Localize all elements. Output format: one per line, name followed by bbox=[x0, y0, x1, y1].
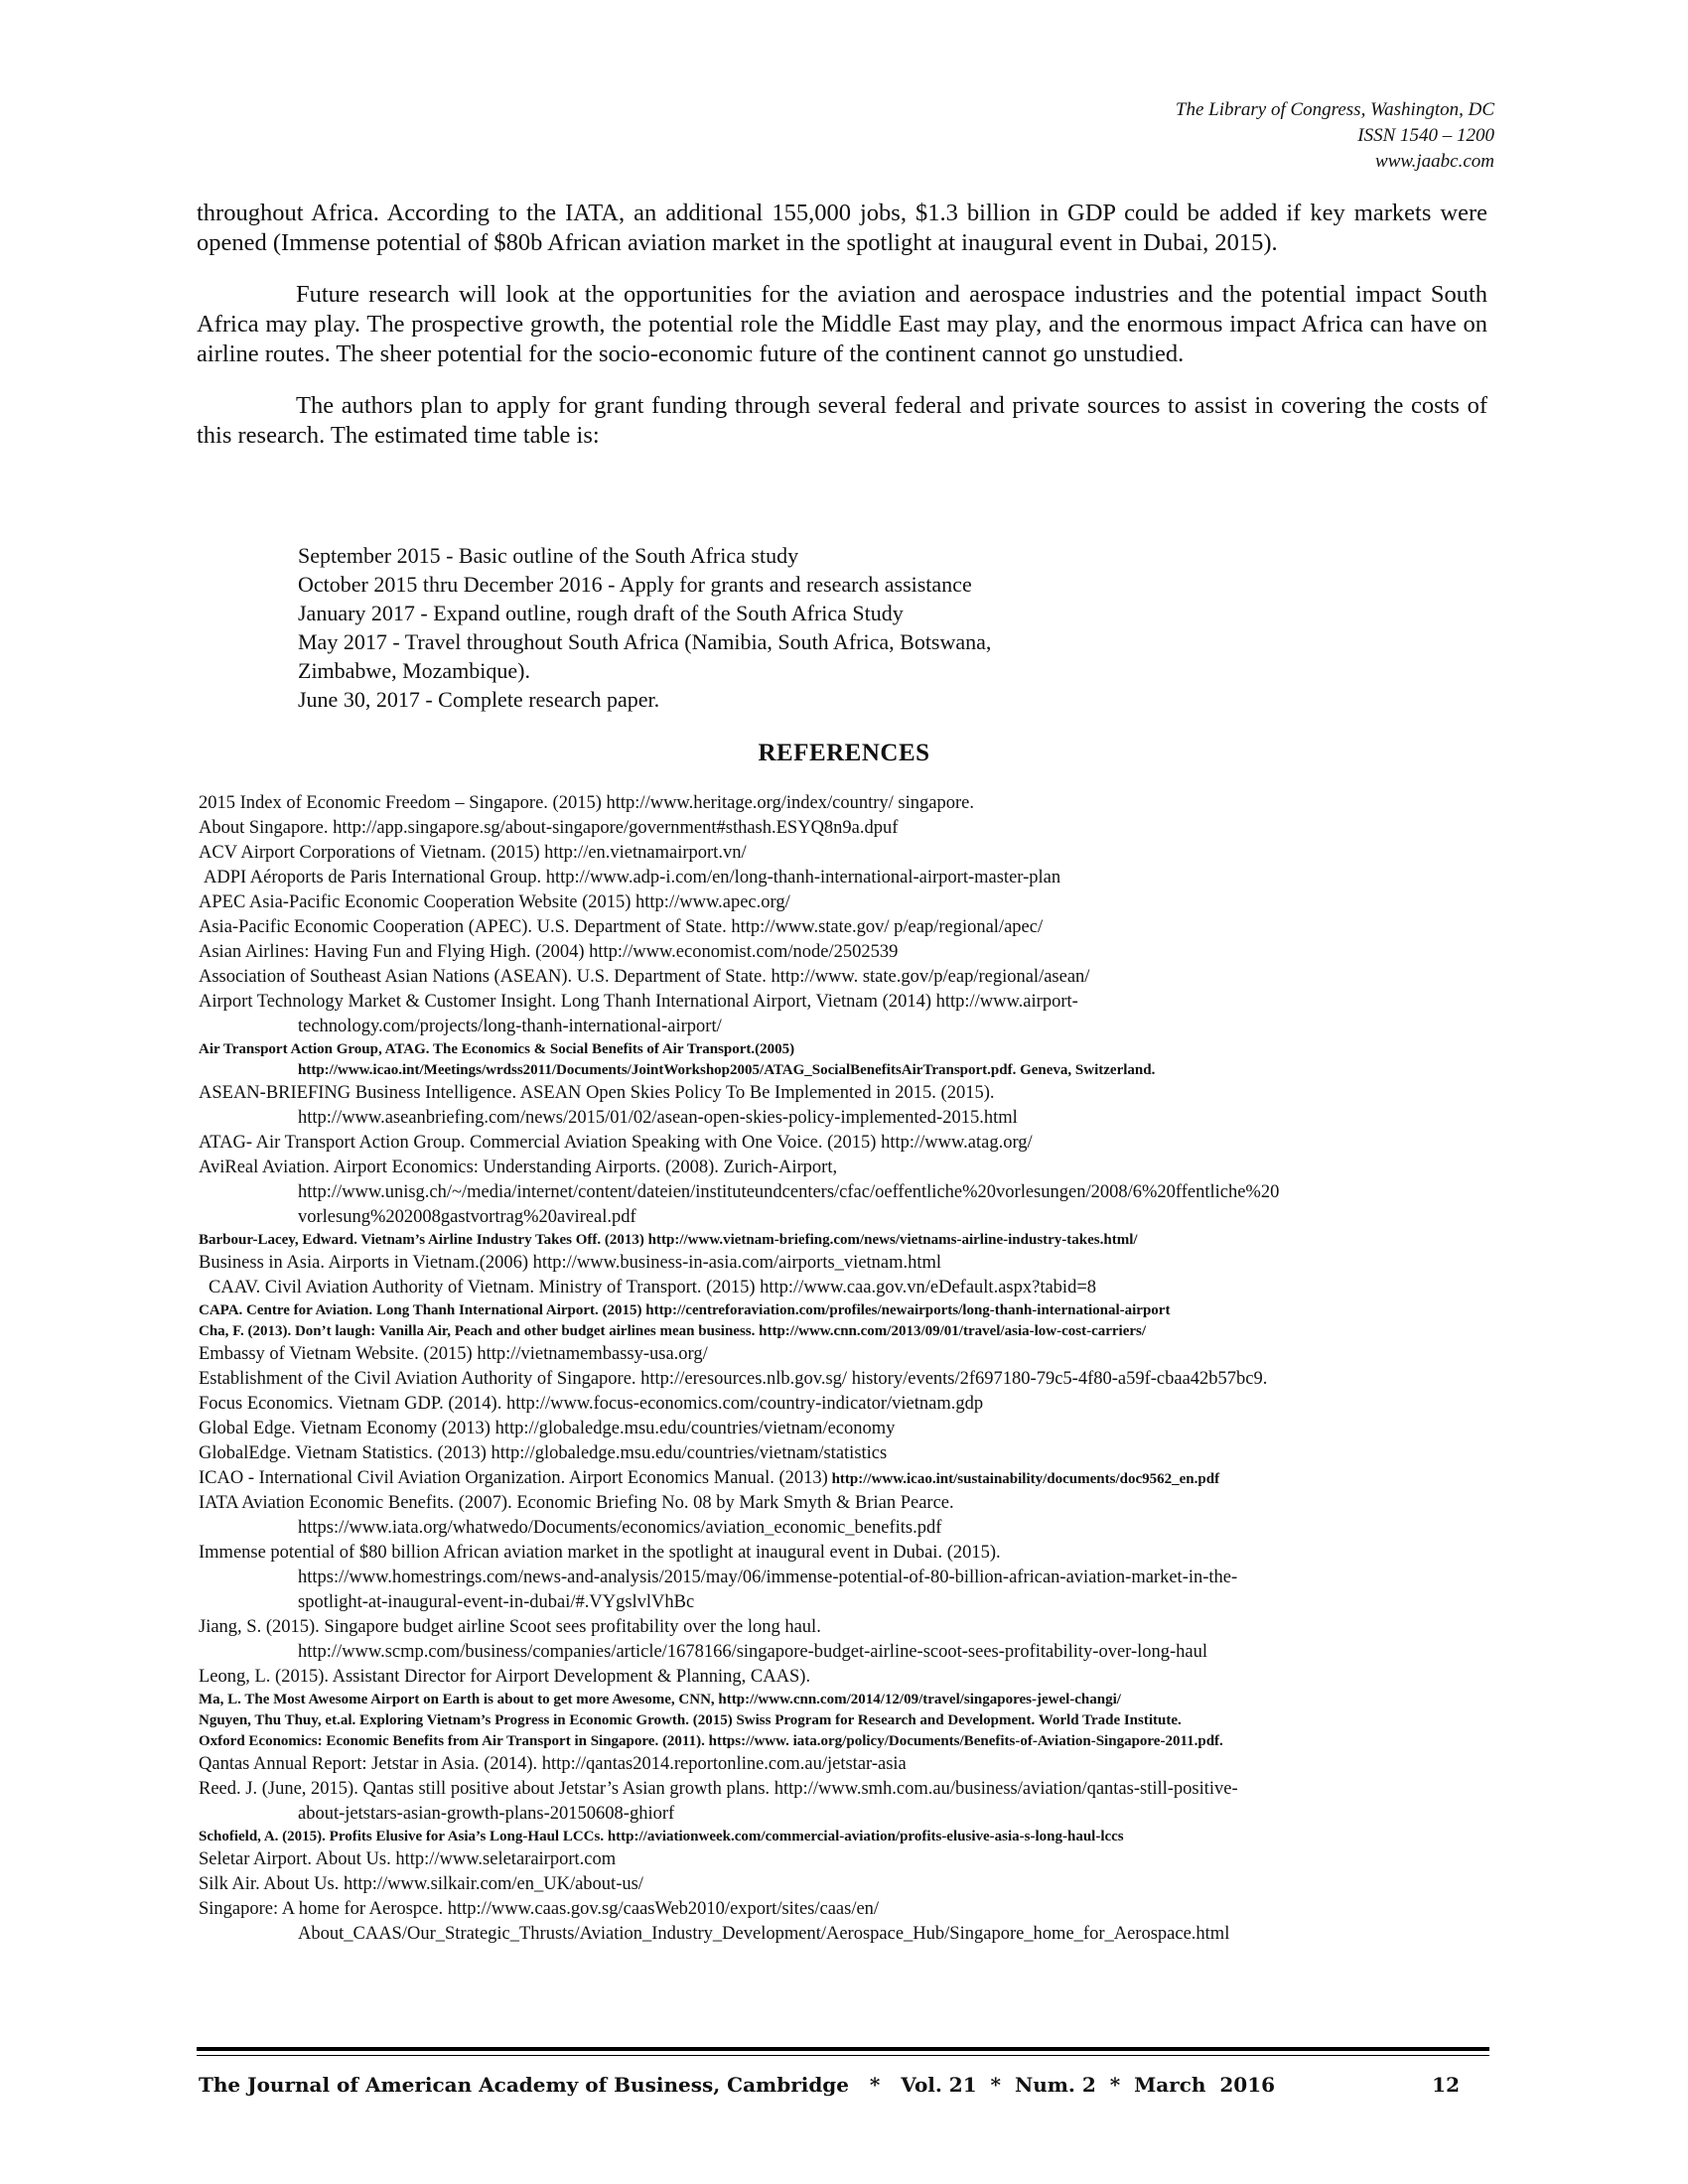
reference-url-small: http://www.icao.int/sustainability/documents/doc9562_en.pdf bbox=[827, 1471, 1220, 1487]
reference-continuation: About_CAAS/Our_Strategic_Thrusts/Aviation_Industry_Development/Aerospace_Hub/Singapore_home_for_Aerospace.html bbox=[298, 1924, 1230, 1944]
reference-text: Cha, F. (2013). Don’t laugh: Vanilla Air, Peach and other budget airlines mean business. http://www.cnn.com/2013/09/01/travel/asia-low-cost-carriers/ bbox=[199, 1323, 1147, 1339]
reference-text: Ma, L. The Most Awesome Airport on Earth is about to get more Awesome, CNN, http://www.cnn.com/2014/12/09/travel/singapores-jewel-changi/ bbox=[199, 1692, 1121, 1707]
reference-text: Asia-Pacific Economic Cooperation (APEC). U.S. Department of State. http://www.state.gov/ p/eap/regional/apec/ bbox=[199, 917, 1044, 937]
reference-text: ASEAN-BRIEFING Business Intelligence. ASEAN Open Skies Policy To Be Implemented in 2015. (2015). bbox=[199, 1083, 995, 1103]
reference-text: 2015 Index of Economic Freedom – Singapore. (2015) http://www.heritage.org/index/country/ singapore. bbox=[199, 793, 974, 813]
reference-text: ATAG- Air Transport Action Group. Commercial Aviation Speaking with One Voice. (2015) http://www.atag.org/ bbox=[199, 1133, 1033, 1153]
reference-text: Reed. J. (June, 2015). Qantas still positive about Jetstar’s Asian growth plans. http://www.smh.com.au/business/aviation/qantas-still-positive- bbox=[199, 1779, 1238, 1799]
reference-text: Embassy of Vietnam Website. (2015) http://vietnamembassy-usa.org/ bbox=[199, 1344, 708, 1364]
timetable-line: January 2017 - Expand outline, rough draft of the South Africa Study bbox=[298, 601, 904, 625]
reference-continuation: https://www.homestrings.com/news-and-analysis/2015/may/06/immense-potential-of-80-billion-african-aviation-market-in-the- bbox=[298, 1568, 1238, 1587]
paragraph: throughout Africa. According to the IATA, an additional 155,000 jobs, $1.3 billion in GDP could be added if key markets were opened (Immense potential of $80b African aviation market in the spotlight at inaugural event in Dubai, 2015). bbox=[197, 200, 1487, 256]
reference-entry bbox=[199, 791, 1499, 816]
reference-entry bbox=[199, 866, 1499, 890]
reference-entry bbox=[199, 940, 1499, 965]
timetable-line: October 2015 thru December 2016 - Apply for grants and research assistance bbox=[298, 572, 972, 597]
reference-text: Jiang, S. (2015). Singapore budget airline Scoot sees profitability over the long haul. bbox=[199, 1617, 821, 1637]
reference-entry bbox=[199, 1615, 1499, 1665]
reference-entry bbox=[199, 1392, 1499, 1417]
reference-entry bbox=[199, 1417, 1499, 1441]
header-line-1: The Library of Congress, Washington, DC bbox=[1175, 99, 1494, 120]
reference-entry bbox=[199, 1367, 1499, 1392]
reference-entry bbox=[199, 1690, 1499, 1710]
reference-entry bbox=[199, 1752, 1499, 1777]
timetable bbox=[298, 541, 991, 714]
reference-entry bbox=[199, 1897, 1499, 1947]
reference-text: Oxford Economics: Economic Benefits from Air Transport in Singapore. (2011). https://www. iata.org/policy/Documents/Benefits-of-Aviation-Singapore-2011.pdf. bbox=[199, 1733, 1223, 1749]
reference-entry bbox=[199, 1342, 1499, 1367]
reference-entry bbox=[199, 1827, 1499, 1847]
reference-entry bbox=[199, 1665, 1499, 1690]
reference-continuation: spotlight-at-inaugural-event-in-dubai/#.VYgslvlVhBc bbox=[298, 1592, 695, 1612]
reference-text: Air Transport Action Group, ATAG. The Economics & Social Benefits of Air Transport.(2005) bbox=[199, 1041, 795, 1057]
reference-continuation: vorlesung%202008gastvortrag%20avireal.pdf bbox=[298, 1207, 636, 1227]
reference-entry bbox=[199, 1847, 1499, 1872]
reference-text: Association of Southeast Asian Nations (ASEAN). U.S. Department of State. http://www. state.gov/p/eap/regional/asean/ bbox=[199, 967, 1090, 987]
reference-text: ACV Airport Corporations of Vietnam. (2015) http://en.vietnamairport.vn/ bbox=[199, 843, 747, 863]
timetable-line: September 2015 - Basic outline of the South Africa study bbox=[298, 543, 799, 568]
reference-entry bbox=[199, 1251, 1499, 1276]
reference-text: IATA Aviation Economic Benefits. (2007). Economic Briefing No. 08 by Mark Smyth & Brian Pearce. bbox=[199, 1493, 954, 1513]
reference-entry bbox=[199, 1300, 1499, 1321]
header-line-2: ISSN 1540 – 1200 bbox=[1357, 125, 1494, 146]
footer-journal-title: The Journal of American Academy of Business, Cambridge * Vol. 21 * Num. 2 * March 2016 bbox=[199, 2073, 1276, 2097]
reference-text: Singapore: A home for Aerospce. http://www.caas.gov.sg/caasWeb2010/export/sites/caas/en/ bbox=[199, 1899, 880, 1919]
reference-text: Barbour-Lacey, Edward. Vietnam’s Airline Industry Takes Off. (2013) http://www.vietnam-briefing.com/news/vietnams-airline-industry-takes.html/ bbox=[199, 1232, 1138, 1248]
references-list bbox=[199, 791, 1499, 1947]
reference-text: Airport Technology Market & Customer Insight. Long Thanh International Airport, Vietnam (2014) http://www.airport- bbox=[199, 992, 1078, 1012]
reference-text: ICAO - International Civil Aviation Organization. Airport Economics Manual. (2013) bbox=[199, 1468, 828, 1488]
reference-text: Silk Air. About Us. http://www.silkair.com/en_UK/about-us/ bbox=[199, 1874, 643, 1894]
reference-entry bbox=[199, 1541, 1499, 1615]
reference-entry bbox=[199, 1466, 1499, 1491]
timetable-line: June 30, 2017 - Complete research paper. bbox=[298, 687, 660, 712]
reference-entry bbox=[199, 1131, 1499, 1156]
reference-continuation: http://www.unisg.ch/~/media/internet/content/dateien/instituteundcenters/cfac/oeffentliche%20vorlesungen/2008/6%20ffentliche%20 bbox=[298, 1182, 1280, 1202]
reference-text: Schofield, A. (2015). Profits Elusive for Asia’s Long-Haul LCCs. http://aviationweek.com/commercial-aviation/profits-elusive-asia-s-long-haul-lccs bbox=[199, 1829, 1124, 1844]
reference-text: Asian Airlines: Having Fun and Flying High. (2004) http://www.economist.com/node/2502539 bbox=[199, 942, 899, 962]
paragraph: The authors plan to apply for grant funding through several federal and private sources to assist in covering the costs of this research. The estimated time table is: bbox=[197, 392, 1487, 449]
reference-continuation: technology.com/projects/long-thanh-international-airport/ bbox=[298, 1017, 722, 1036]
reference-entry bbox=[199, 1321, 1499, 1342]
reference-text: Qantas Annual Report: Jetstar in Asia. (2014). http://qantas2014.reportonline.com.au/jetstar-asia bbox=[199, 1754, 907, 1774]
running-footer bbox=[199, 2073, 1460, 2097]
reference-entry bbox=[199, 1156, 1499, 1230]
reference-continuation: http://www.icao.int/Meetings/wrdss2011/Documents/JointWorkshop2005/ATAG_SocialBenefitsAirTransport.pdf. Geneva, Switzerland. bbox=[298, 1062, 1156, 1078]
reference-entry bbox=[199, 1081, 1499, 1131]
reference-text: Establishment of the Civil Aviation Authority of Singapore. http://eresources.nlb.gov.sg/ history/events/2f697180-79c5-4f80-a59f-cbaa42b57bc9. bbox=[199, 1369, 1268, 1389]
reference-text: Business in Asia. Airports in Vietnam.(2006) http://www.business-in-asia.com/airports_vietnam.html bbox=[199, 1253, 942, 1273]
reference-entry bbox=[199, 1491, 1499, 1541]
reference-entry bbox=[199, 1276, 1499, 1300]
body-text bbox=[197, 199, 1487, 473]
reference-entry bbox=[199, 965, 1499, 990]
reference-text: Seletar Airport. About Us. http://www.seletarairport.com bbox=[199, 1849, 617, 1869]
reference-text: Focus Economics. Vietnam GDP. (2014). http://www.focus-economics.com/country-indicator/vietnam.gdp bbox=[199, 1394, 984, 1414]
reference-entry bbox=[199, 816, 1499, 841]
header-line-3: www.jaabc.com bbox=[1375, 151, 1494, 172]
reference-entry bbox=[199, 1039, 1499, 1081]
reference-text: Leong, L. (2015). Assistant Director for Airport Development & Planning, CAAS). bbox=[199, 1667, 811, 1687]
reference-text: GlobalEdge. Vietnam Statistics. (2013) http://globaledge.msu.edu/countries/vietnam/statistics bbox=[199, 1443, 888, 1463]
timetable-line: Zimbabwe, Mozambique). bbox=[298, 658, 530, 683]
references-heading: REFERENCES bbox=[758, 740, 930, 766]
reference-continuation: http://www.aseanbriefing.com/news/2015/01/02/asean-open-skies-policy-implemented-2015.html bbox=[298, 1108, 1018, 1128]
reference-text: Global Edge. Vietnam Economy (2013) http://globaledge.msu.edu/countries/vietnam/economy bbox=[199, 1419, 896, 1438]
reference-entry bbox=[199, 890, 1499, 915]
reference-entry bbox=[199, 915, 1499, 940]
reference-entry bbox=[199, 841, 1499, 866]
reference-text: CAPA. Centre for Aviation. Long Thanh International Airport. (2015) http://centreforaviation.com/profiles/newairports/long-thanh-international-airport bbox=[199, 1302, 1171, 1318]
footer-rule-thin bbox=[197, 2055, 1489, 2056]
reference-text: Nguyen, Thu Thuy, et.al. Exploring Vietnam’s Progress in Economic Growth. (2015) Swiss Program for Research and Development. World Trade Institute. bbox=[199, 1712, 1182, 1728]
reference-continuation: about-jetstars-asian-growth-plans-20150608-ghiorf bbox=[298, 1804, 675, 1824]
reference-entry bbox=[199, 1230, 1499, 1251]
reference-text: About Singapore. http://app.singapore.sg/about-singapore/government#sthash.ESYQ8n9a.dpuf bbox=[199, 818, 899, 838]
footer-rule-thick bbox=[197, 2047, 1489, 2051]
reference-text: ADPI Aéroports de Paris International Group. http://www.adp-i.com/en/long-thanh-international-airport-master-plan bbox=[204, 868, 1061, 887]
reference-entry bbox=[199, 1872, 1499, 1897]
reference-text: AviReal Aviation. Airport Economics: Understanding Airports. (2008). Zurich-Airport, bbox=[199, 1158, 838, 1177]
timetable-line: May 2017 - Travel throughout South Africa (Namibia, South Africa, Botswana, bbox=[298, 629, 992, 654]
reference-entry bbox=[199, 1731, 1499, 1752]
reference-text: Immense potential of $80 billion African aviation market in the spotlight at inaugural event in Dubai. (2015). bbox=[199, 1543, 1001, 1563]
paragraph: Future research will look at the opportunities for the aviation and aerospace industries and the potential impact South Africa may play. The prospective growth, the potential role the Middle East may play, and the enormous impact Africa can have on airline routes. The sheer potential for the socio-economic future of the continent cannot go unstudied. bbox=[197, 281, 1487, 367]
reference-entry bbox=[199, 990, 1499, 1039]
reference-continuation: https://www.iata.org/whatwedo/Documents/economics/aviation_economic_benefits.pdf bbox=[298, 1518, 942, 1538]
reference-entry bbox=[199, 1777, 1499, 1827]
reference-continuation: http://www.scmp.com/business/companies/article/1678166/singapore-budget-airline-scoot-sees-profitability-over-long-haul bbox=[298, 1642, 1208, 1662]
reference-text: APEC Asia-Pacific Economic Cooperation Website (2015) http://www.apec.org/ bbox=[199, 892, 790, 912]
reference-entry bbox=[199, 1710, 1499, 1731]
reference-entry bbox=[199, 1441, 1499, 1466]
running-header bbox=[1176, 97, 1494, 175]
reference-text: CAAV. Civil Aviation Authority of Vietnam. Ministry of Transport. (2015) http://www.caa.gov.vn/eDefault.aspx?tabid=8 bbox=[209, 1278, 1096, 1297]
page-number: 12 bbox=[1432, 2073, 1460, 2097]
